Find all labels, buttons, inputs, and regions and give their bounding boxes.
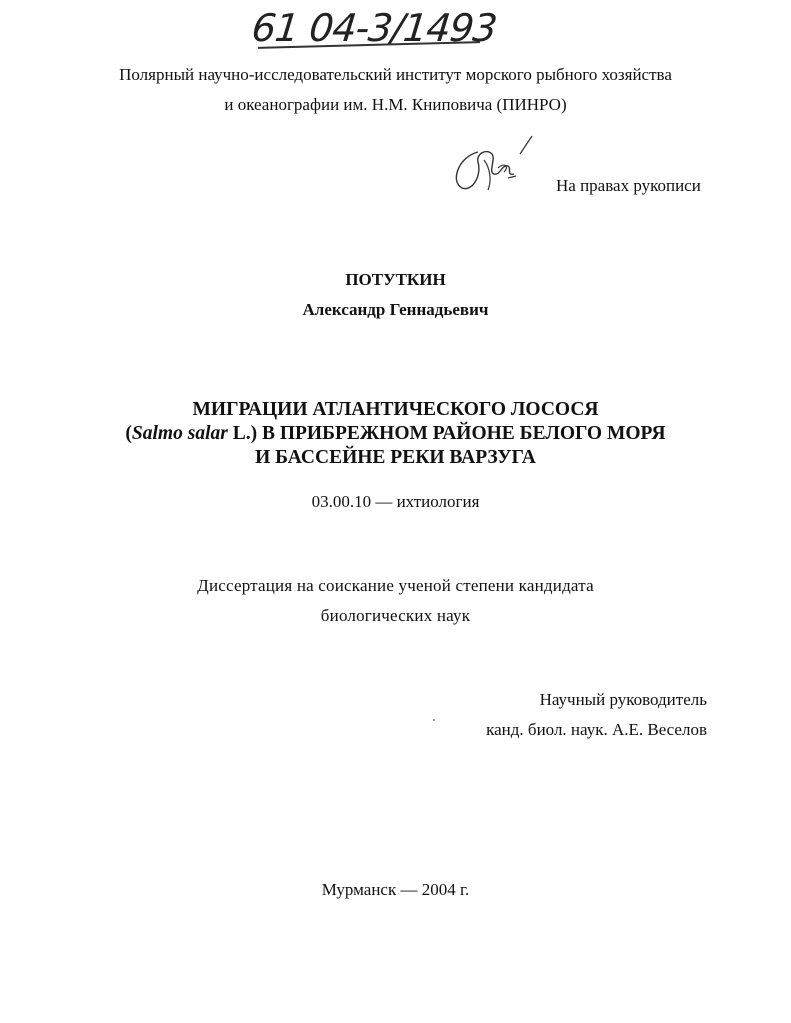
title-paren-open: (	[125, 423, 132, 444]
city-year: Мурманск — 2004 г.	[321, 880, 470, 899]
author-first-names: Александр Геннадьевич	[302, 300, 489, 319]
institute-line-2: и океанографии им. Н.М. Книповича (ПИНРО)	[224, 95, 567, 114]
title-line-3: И БАССЕЙНЕ РЕКИ ВАРЗУГА	[255, 447, 536, 468]
manuscript-note: На правах рукописи	[556, 176, 701, 195]
dissertation-line-2: биологических наук	[320, 606, 471, 625]
handwritten-signature	[448, 132, 538, 198]
scan-speck	[433, 719, 435, 721]
catalog-number: 61 04-3/1493	[249, 6, 499, 50]
title-line-2	[0, 422, 791, 446]
title-line-2-rest: L.) В ПРИБРЕЖНОМ РАЙОНЕ БЕЛОГО МОРЯ	[227, 423, 666, 444]
dissertation-line-1: Диссертация на соискание ученой степени кандидата	[197, 576, 594, 595]
supervisor-role: Научный руководитель	[539, 690, 707, 709]
author-last-name: ПОТУТКИН	[345, 270, 446, 289]
supervisor-name: канд. биол. наук. А.Е. Веселов	[486, 720, 707, 739]
specialty-code: 03.00.10 — ихтиология	[311, 492, 480, 511]
title-line-1: МИГРАЦИИ АТЛАНТИЧЕСКОГО ЛОСОСЯ	[192, 399, 599, 420]
institute-line-1: Полярный научно-исследовательский институт морского рыбного хозяйства	[119, 65, 672, 84]
species-name: Salmo salar	[131, 423, 228, 444]
